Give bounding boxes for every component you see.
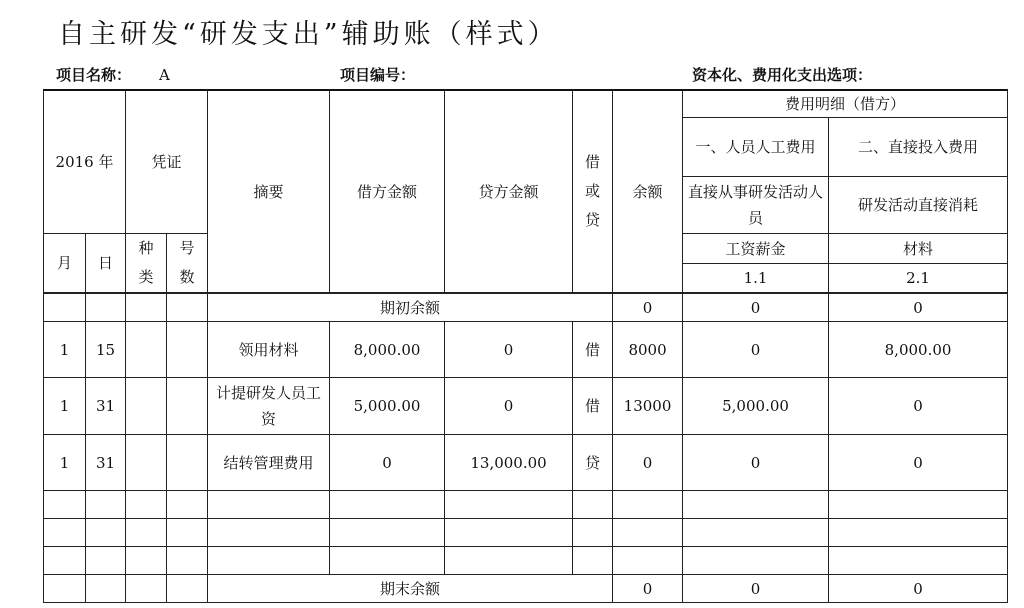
row-balance: 0 <box>613 435 683 491</box>
header-category-direct-input: 二、直接投入费用 <box>829 118 1008 177</box>
cell <box>829 491 1008 519</box>
capitalization-option-field <box>692 64 872 85</box>
cell <box>330 491 445 519</box>
cell <box>86 519 126 547</box>
cell <box>167 575 208 603</box>
cell <box>330 519 445 547</box>
cell <box>44 294 86 322</box>
cell <box>330 547 445 575</box>
row-day: 31 <box>86 378 126 435</box>
row-personnel-cost: 5,000.00 <box>683 378 829 435</box>
page-title: 自主研发“研发支出”辅助账（样式） <box>58 19 559 50</box>
cell <box>573 547 613 575</box>
opening-balance-value: 0 <box>613 294 683 322</box>
cell <box>683 547 829 575</box>
header-sub-direct-input: 研发活动直接消耗 <box>829 177 1008 234</box>
seq-label-cell <box>208 293 683 294</box>
row-dr-cr: 贷 <box>573 435 613 491</box>
cell <box>44 519 86 547</box>
opening-direct-input-value: 0 <box>829 294 1008 322</box>
header-sub-personnel: 直接从事研发活动人员 <box>683 177 829 234</box>
closing-direct-input-value: 0 <box>829 575 1008 603</box>
cell <box>829 519 1008 547</box>
row-number <box>167 435 208 491</box>
row-month: 1 <box>44 435 86 491</box>
cell <box>86 575 126 603</box>
header-number-text: 号数 <box>179 239 195 286</box>
row-personnel-cost: 0 <box>683 322 829 378</box>
row-day: 31 <box>86 435 126 491</box>
row-direct-input-cost: 8,000.00 <box>829 322 1008 378</box>
empty-row <box>44 491 1008 519</box>
cell <box>126 491 167 519</box>
row-day: 15 <box>86 322 126 378</box>
cell <box>167 547 208 575</box>
cell <box>86 491 126 519</box>
capitalization-option-label: 资本化、费用化支出选项： <box>692 66 873 84</box>
header-balance: 余额 <box>613 90 683 293</box>
row-summary: 领用材料 <box>208 322 330 378</box>
row-debit: 8,000.00 <box>330 322 445 378</box>
header-item-salary: 工资薪金 <box>683 234 829 264</box>
row-number <box>167 322 208 378</box>
closing-balance-value: 0 <box>613 575 683 603</box>
table-row <box>44 378 1008 435</box>
header-dr-cr <box>573 90 613 293</box>
row-number <box>167 378 208 435</box>
project-code-field <box>340 64 443 85</box>
cell <box>126 294 167 322</box>
row-month: 1 <box>44 378 86 435</box>
row-dr-cr: 借 <box>573 322 613 378</box>
project-name-field <box>56 64 170 85</box>
cell <box>44 547 86 575</box>
cell <box>126 547 167 575</box>
cell <box>683 519 829 547</box>
header-summary: 摘要 <box>208 90 330 293</box>
cell <box>208 491 330 519</box>
cell <box>573 491 613 519</box>
project-name-label: 项目名称： <box>56 66 132 84</box>
row-summary: 结转管理费用 <box>208 435 330 491</box>
row-personnel-cost: 0 <box>683 435 829 491</box>
header-item-material: 材料 <box>829 234 1008 264</box>
project-code-label: 项目编号： <box>340 66 416 84</box>
cell <box>126 519 167 547</box>
cell <box>573 519 613 547</box>
row-credit: 0 <box>445 322 573 378</box>
cell <box>829 547 1008 575</box>
row-summary: 计提研发人员工资 <box>208 378 330 435</box>
header-credit-amount: 贷方金额 <box>445 90 573 293</box>
opening-balance-row <box>44 294 1008 322</box>
empty-row <box>44 547 1008 575</box>
ledger-table <box>43 89 1008 603</box>
row-balance: 8000 <box>613 322 683 378</box>
row-kind <box>126 322 167 378</box>
closing-personnel-value: 0 <box>683 575 829 603</box>
cell <box>44 575 86 603</box>
row-credit: 0 <box>445 378 573 435</box>
header-row-1 <box>44 90 1008 118</box>
header-debit-amount: 借方金额 <box>330 90 445 293</box>
row-direct-input-cost: 0 <box>829 378 1008 435</box>
opening-personnel-value: 0 <box>683 294 829 322</box>
header-day: 日 <box>86 234 126 293</box>
cell <box>613 547 683 575</box>
closing-balance-label: 期末余额 <box>208 575 613 603</box>
cell <box>445 491 573 519</box>
header-month: 月 <box>44 234 86 293</box>
row-kind <box>126 435 167 491</box>
empty-row <box>44 519 1008 547</box>
cell <box>86 294 126 322</box>
closing-balance-row <box>44 575 1008 603</box>
row-direct-input-cost: 0 <box>829 435 1008 491</box>
row-kind <box>126 378 167 435</box>
header-dr-cr-text: 借或贷 <box>585 153 601 229</box>
header-year: 2016 年 <box>44 90 126 234</box>
header-category-personnel: 一、人员人工费用 <box>683 118 829 177</box>
cell <box>613 491 683 519</box>
cell <box>683 491 829 519</box>
header-number <box>167 234 208 293</box>
cell <box>445 519 573 547</box>
cell <box>86 547 126 575</box>
cell <box>44 491 86 519</box>
cell <box>208 519 330 547</box>
header-kind-text: 种类 <box>138 239 154 286</box>
cell <box>126 575 167 603</box>
seq-number-1-1: 1.1 <box>683 264 829 293</box>
table-row <box>44 322 1008 378</box>
row-balance: 13000 <box>613 378 683 435</box>
row-debit: 0 <box>330 435 445 491</box>
row-credit: 13,000.00 <box>445 435 573 491</box>
cell <box>167 294 208 322</box>
table-row <box>44 435 1008 491</box>
opening-balance-label: 期初余额 <box>208 294 613 322</box>
header-expense-detail: 费用明细（借方） <box>683 90 1008 118</box>
row-dr-cr: 借 <box>573 378 613 435</box>
seq-number-2-1: 2.1 <box>829 264 1008 293</box>
cell <box>167 519 208 547</box>
project-name-value: A <box>159 66 170 84</box>
header-voucher: 凭证 <box>126 90 208 234</box>
cell <box>613 519 683 547</box>
cell <box>445 547 573 575</box>
header-kind <box>126 234 167 293</box>
cell <box>208 547 330 575</box>
cell <box>167 491 208 519</box>
row-debit: 5,000.00 <box>330 378 445 435</box>
row-month: 1 <box>44 322 86 378</box>
